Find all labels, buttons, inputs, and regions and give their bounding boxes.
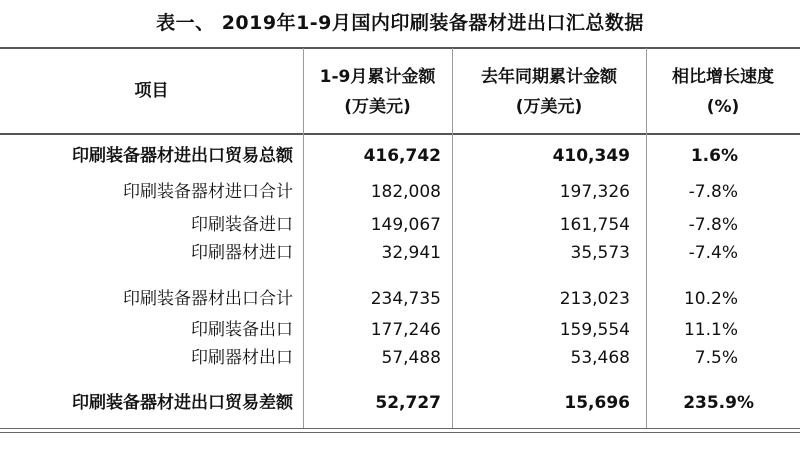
row-label: 印刷装备出口 [191, 320, 293, 340]
row-growth: 235.9% [683, 393, 754, 413]
row-prior: 53,468 [570, 348, 630, 368]
row-growth: 10.2% [683, 289, 738, 309]
row-growth: 7.5% [694, 348, 738, 368]
row-current: 52,727 [375, 393, 441, 413]
row-label: 印刷装备器材进出口贸易差额 [72, 393, 293, 413]
row-current: 149,067 [370, 215, 441, 235]
bottom-rule [0, 428, 800, 429]
row-label: 印刷装备器材进出口贸易总额 [72, 146, 293, 166]
row-current: 32,941 [381, 243, 441, 263]
row-label: 印刷装备器材进口合计 [123, 182, 293, 202]
row-growth: 11.1% [683, 320, 738, 340]
row-label: 印刷器材出口 [191, 348, 293, 368]
row-current: 182,008 [370, 182, 441, 202]
row-current: 416,742 [363, 146, 441, 166]
row-growth: -7.4% [688, 243, 738, 263]
top-rule [0, 47, 800, 49]
header-rule [0, 133, 800, 135]
header-prior-line1: 去年同期累计金额 [481, 67, 617, 87]
row-prior: 15,696 [564, 393, 630, 413]
row-prior: 197,326 [559, 182, 630, 202]
header-growth-line1: 相比增长速度 [672, 67, 774, 87]
row-growth: -7.8% [688, 182, 738, 202]
header-growth-line2: (%) [706, 97, 740, 117]
row-prior: 35,573 [570, 243, 630, 263]
row-current: 57,488 [381, 348, 441, 368]
row-current: 177,246 [370, 320, 441, 340]
row-prior: 161,754 [559, 215, 630, 235]
row-prior: 213,023 [559, 289, 630, 309]
row-label: 印刷装备器材出口合计 [123, 289, 293, 309]
header-current-line1: 1-9月累计金额 [319, 67, 436, 87]
row-growth: -7.8% [688, 215, 738, 235]
row-label: 印刷装备进口 [191, 215, 293, 235]
bottom-rule-2 [0, 432, 800, 433]
row-prior: 410,349 [552, 146, 630, 166]
table-title: 表一、 2019年1-9月国内印刷装备器材进出口汇总数据 [156, 12, 644, 34]
row-current: 234,735 [370, 289, 441, 309]
header-item: 项目 [134, 81, 169, 101]
row-label: 印刷器材进口 [191, 243, 293, 263]
header-prior-line2: (万美元) [515, 97, 583, 117]
row-prior: 159,554 [559, 320, 630, 340]
header-current-line2: (万美元) [344, 97, 411, 117]
row-growth: 1.6% [690, 146, 738, 166]
